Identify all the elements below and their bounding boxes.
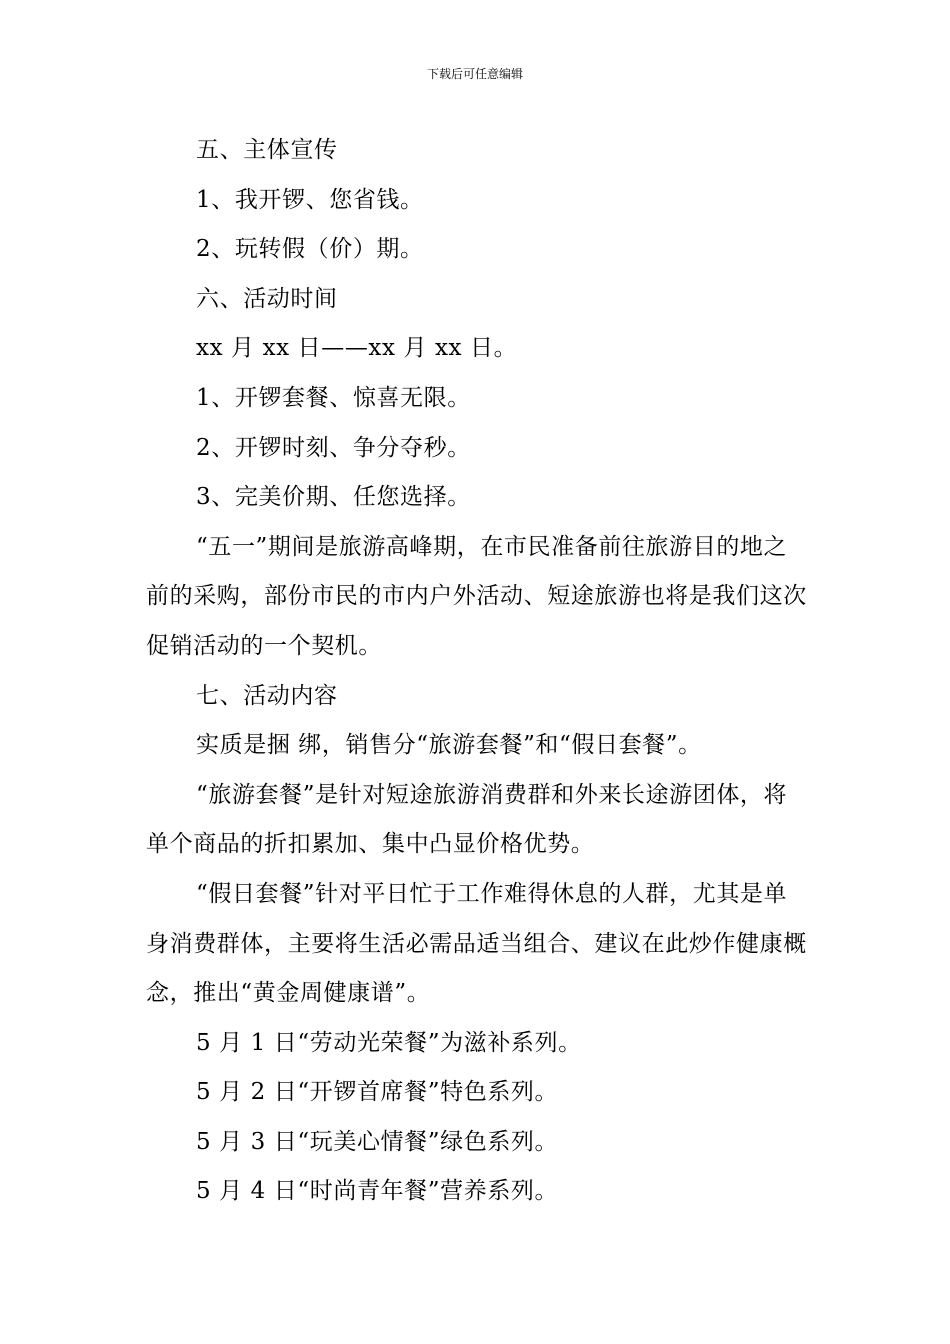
menu-item-may-1: 5 月 1 日“劳动光荣餐”为滋补系列。 [196,1029,582,1056]
menu-item-may-2: 5 月 2 日“开锣首席餐”特色系列。 [196,1079,559,1106]
section-heading-content: 七、活动内容 [196,682,338,709]
travel-package-paragraph: “旅游套餐”是针对短途旅游消费群和外来长途游团体，将单个商品的折扣累加、集中凸显价格优势。 [146,781,788,858]
document-body [146,126,808,1217]
menu-item-may-3: 5 月 3 日“玩美心情餐”绿色系列。 [196,1128,559,1155]
menu-item-may-4: 5 月 4 日“时尚青年餐”营养系列。 [196,1178,559,1205]
time-item-2: 2、开锣时刻、争分夺秒。 [196,434,471,461]
time-item-1: 1、开锣套餐、惊喜无限。 [196,384,471,411]
section-heading-time: 六、活动时间 [196,285,338,312]
page-header-note: 下载后可任意编辑 [426,67,523,81]
slogan-item-1: 1、我开锣、您省钱。 [196,186,424,213]
section-heading-publicity: 五、主体宣传 [196,137,338,163]
activity-date-range: xx 月 xx 日——xx 月 xx 日。 [196,335,518,362]
slogan-item-2: 2、玩转假（价）期。 [196,236,424,263]
bundle-intro-paragraph: 实质是捆 绑，销售分“旅游套餐”和“假日套餐”。 [196,732,702,759]
may-day-paragraph: “五一”期间是旅游高峰期，在市民准备前往旅游目的地之前的采购，部份市民的市内户外活动、短途旅游也将是我们这次促销活动的一个契机。 [146,533,807,659]
holiday-package-paragraph: “假日套餐”针对平日忙于工作难得休息的人群，尤其是单身消费群体，主要将生活必需品适当组合、建议在此炒作健康概念，推出“黄金周健康谱”。 [146,880,807,1007]
time-item-3: 3、完美价期、任您选择。 [196,484,471,511]
